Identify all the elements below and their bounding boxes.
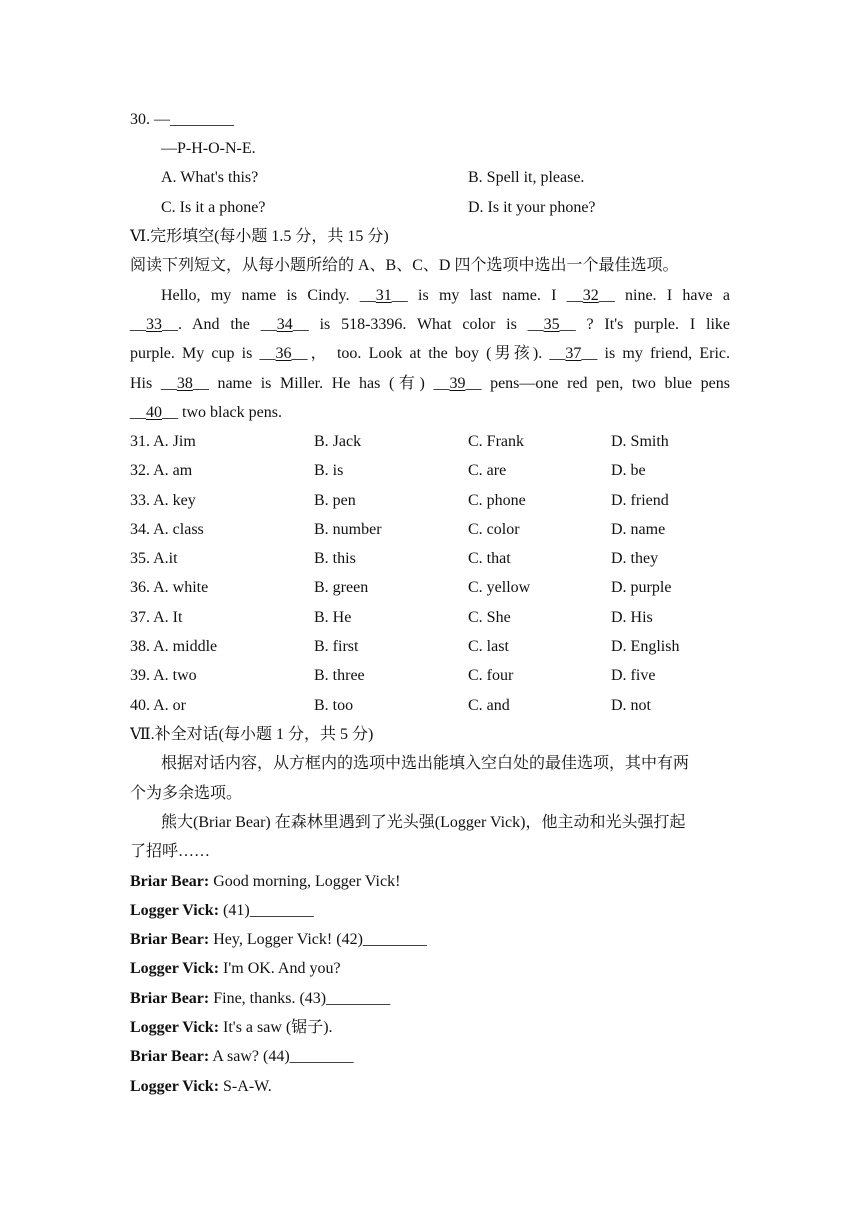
speaker: Logger Vick:: [130, 960, 220, 977]
dialogue-line: Logger Vick: It's a saw (锯子).: [130, 1019, 333, 1036]
option-c: C. phone: [468, 492, 526, 509]
option-c: C. are: [468, 462, 507, 479]
passage-line: __40__ two black pens.: [130, 404, 282, 421]
option-b: B. pen: [314, 492, 356, 509]
option-b: B. is: [314, 462, 344, 479]
q30-option-a: A. What's this?: [161, 169, 259, 186]
section7-intro: 熊大(Briar Bear) 在森林里遇到了光头强(Logger Vick)，他主动和光头强打起: [161, 814, 686, 831]
dialogue-line: Logger Vick: S-A-W.: [130, 1078, 272, 1095]
q30-option-c: C. Is it a phone?: [161, 199, 266, 216]
option-c: C. last: [468, 638, 509, 655]
dialogue-line: Briar Bear: Fine, thanks. (43)________: [130, 990, 391, 1007]
option-b: B. He: [314, 609, 352, 626]
passage-line: His __38__ name is Miller. He has (有) __39__ pens—one red pen, two blue pens: [130, 375, 730, 392]
option-a: 32. A. am: [130, 462, 193, 479]
option-a: 38. A. middle: [130, 638, 218, 655]
q30-option-d: D. Is it your phone?: [468, 199, 596, 216]
q30-stem: 30. —________: [130, 111, 234, 128]
q30-reply: —P-H-O-N-E.: [161, 140, 256, 157]
option-c: C. She: [468, 609, 511, 626]
blank-32: 32: [582, 287, 599, 304]
option-d: D. purple: [611, 579, 672, 596]
blank-38: 38: [176, 375, 193, 392]
blank-33: 33: [146, 316, 162, 333]
option-b: B. first: [314, 638, 359, 655]
section7-instruction-cont: 个为多余选项。: [130, 785, 243, 802]
dialogue-line: Logger Vick: (41)________: [130, 902, 314, 919]
option-d: D. English: [611, 638, 680, 655]
option-d: D. friend: [611, 492, 669, 509]
blank-37: 37: [565, 345, 582, 362]
option-b: B. number: [314, 521, 382, 538]
blank-40: 40: [146, 404, 162, 421]
section6-heading: Ⅵ.完形填空(每小题 1.5 分，共 15 分): [130, 228, 389, 245]
section7-instruction: 根据对话内容，从方框内的选项中选出能填入空白处的最佳选项，其中有两: [161, 755, 690, 772]
option-b: B. green: [314, 579, 369, 596]
speaker: Briar Bear:: [130, 931, 210, 948]
option-c: C. four: [468, 667, 514, 684]
speaker: Logger Vick:: [130, 1019, 220, 1036]
dialogue-line: Briar Bear: Good morning, Logger Vick!: [130, 873, 401, 890]
option-b: B. Jack: [314, 433, 362, 450]
dialogue-line: Logger Vick: I'm OK. And you?: [130, 960, 341, 977]
speaker: Briar Bear:: [130, 1048, 210, 1065]
q30-option-b: B. Spell it, please.: [468, 169, 585, 186]
option-d: D. name: [611, 521, 666, 538]
option-b: B. this: [314, 550, 356, 567]
option-a: 35. A.it: [130, 550, 178, 567]
option-b: B. too: [314, 697, 354, 714]
option-c: C. and: [468, 697, 510, 714]
blank-34: 34: [276, 316, 293, 333]
option-a: 40. A. or: [130, 697, 186, 714]
option-c: C. Frank: [468, 433, 524, 450]
option-d: D. His: [611, 609, 653, 626]
blank-35: 35: [543, 316, 560, 333]
option-d: D. be: [611, 462, 646, 479]
blank-39: 39: [449, 375, 466, 392]
blank-31: 31: [375, 287, 392, 304]
passage-line: Hello, my name is Cindy. __31__ is my last name. I __32__ nine. I have a: [161, 287, 731, 304]
option-b: B. three: [314, 667, 365, 684]
option-a: 37. A. It: [130, 609, 183, 626]
section6-instruction: 阅读下列短文，从每小题所给的 A、B、C、D 四个选项中选出一个最佳选项。: [130, 257, 679, 274]
option-d: D. they: [611, 550, 659, 567]
blank-36: 36: [275, 345, 292, 362]
option-c: C. that: [468, 550, 511, 567]
option-a: 34. A. class: [130, 521, 204, 538]
passage-line: __33__. And the __34__ is 518-3396. What color is __35__ ? It's purple. I like: [130, 316, 731, 333]
section7-intro-cont: 了招呼……: [130, 843, 211, 860]
dialogue-line: Briar Bear: A saw? (44)________: [130, 1048, 354, 1065]
speaker: Briar Bear:: [130, 990, 210, 1007]
option-d: D. five: [611, 667, 656, 684]
dialogue-line: Briar Bear: Hey, Logger Vick! (42)________: [130, 931, 427, 948]
option-d: D. not: [611, 697, 651, 714]
option-a: 33. A. key: [130, 492, 196, 509]
option-a: 39. A. two: [130, 667, 197, 684]
option-a: 31. A. Jim: [130, 433, 196, 450]
section7-heading: Ⅶ.补全对话(每小题 1 分，共 5 分): [130, 726, 374, 743]
speaker: Logger Vick:: [130, 1078, 220, 1095]
speaker: Logger Vick:: [130, 902, 220, 919]
option-c: C. color: [468, 521, 520, 538]
speaker: Briar Bear:: [130, 873, 210, 890]
option-a: 36. A. white: [130, 579, 209, 596]
option-d: D. Smith: [611, 433, 669, 450]
option-c: C. yellow: [468, 579, 531, 596]
passage-line: purple. My cup is __36__， too. Look at the boy (男孩). __37__ is my friend, Eric.: [130, 345, 730, 362]
